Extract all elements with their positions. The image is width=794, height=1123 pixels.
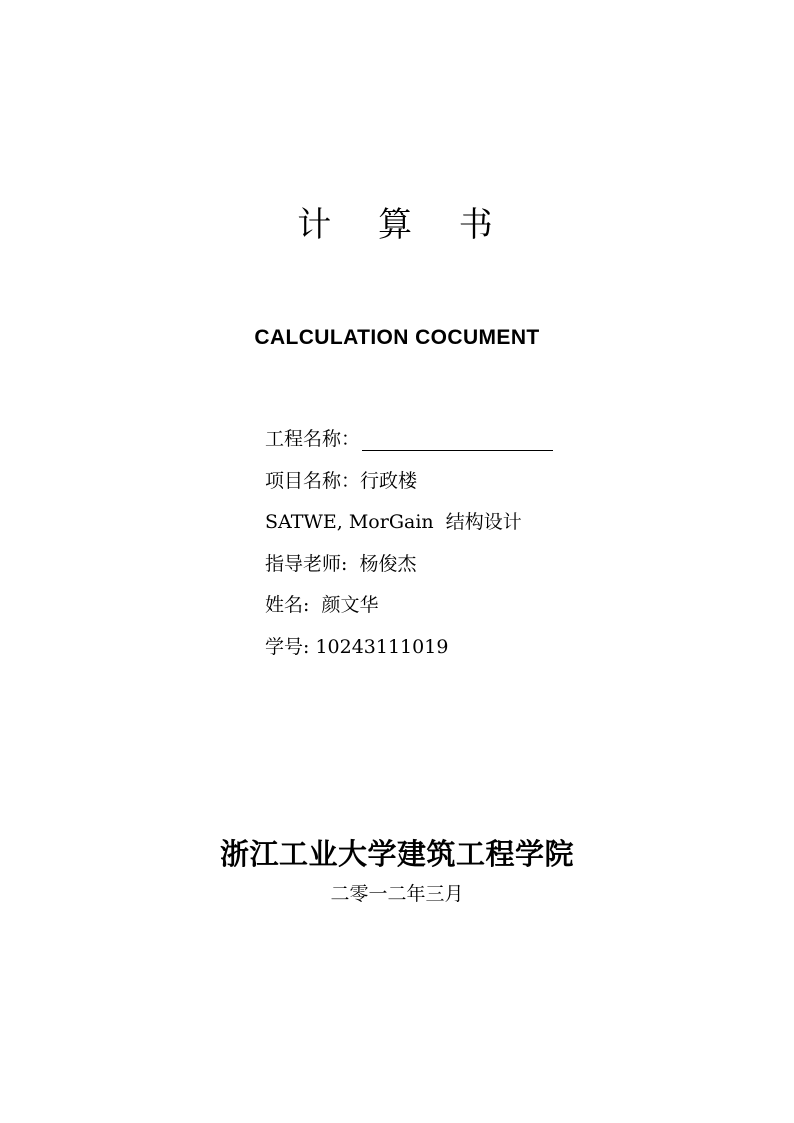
student-id-row: 学号: 10243111019 (265, 635, 449, 658)
document-subtitle: CALCULATION COCUMENT (254, 326, 540, 349)
document-date: 二零一二年三月 (330, 883, 464, 905)
project-name-blank (362, 430, 553, 451)
project-name-row (265, 425, 685, 467)
school-name: 浙江工业大学建筑工程学院 (219, 837, 574, 871)
advisor-row: 指导老师: 杨俊杰 (265, 552, 417, 575)
document-title: 计 算 书 (297, 205, 511, 245)
design-software-row: SATWE, MorGain 结构设计 (265, 511, 522, 534)
info-block (265, 425, 685, 675)
item-name-row: 项目名称：行政楼 (265, 469, 418, 492)
project-name-label: 工程名称： (265, 428, 361, 450)
student-name-row: 姓名: 颜文华 (265, 594, 379, 617)
